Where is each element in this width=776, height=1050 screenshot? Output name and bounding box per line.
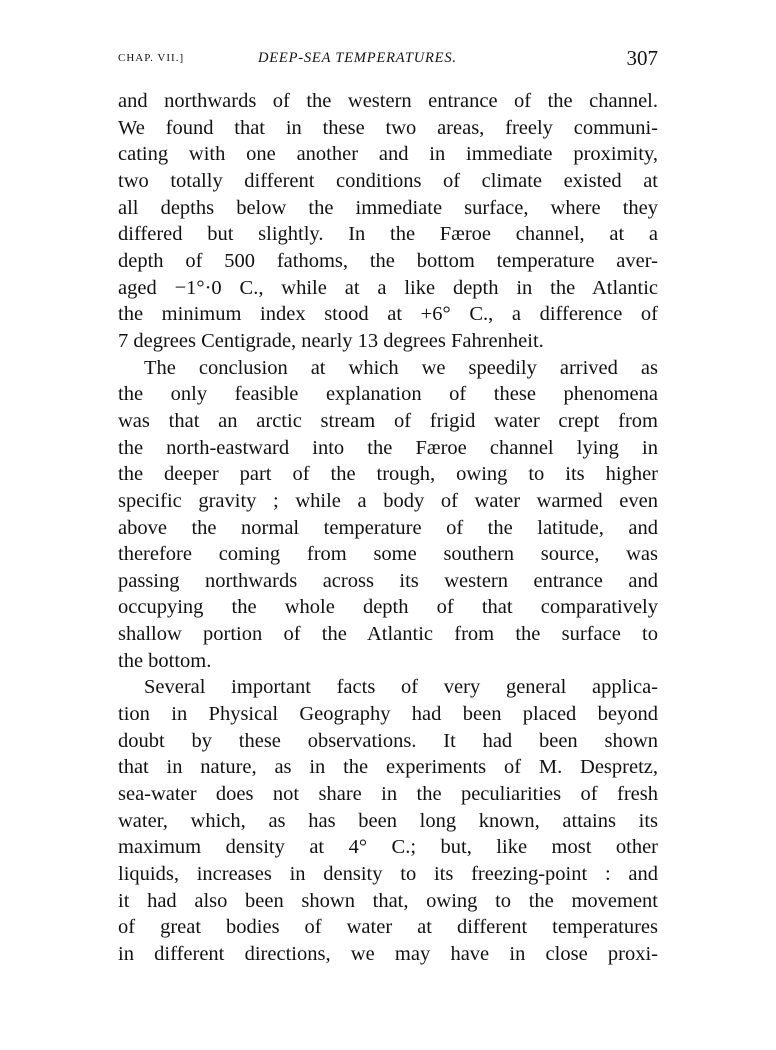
text-line: that in nature, as in the experiments of M. Despretz, [118, 756, 658, 779]
running-head [118, 40, 658, 74]
text-line: The conclusion at which we speedily arrived as [144, 356, 658, 379]
chapter-marker: CHAP. VII.] [118, 52, 185, 64]
paragraph-1 [118, 88, 658, 355]
text-line: the bottom. [118, 649, 212, 672]
text-line: tion in Physical Geography had been placed beyond [118, 703, 658, 726]
page-number: 307 [626, 46, 658, 70]
text-line: sea-water does not share in the peculiarities of fresh [118, 783, 658, 806]
text-line: it had also been shown that, owing to the movement [118, 889, 658, 912]
body-text [118, 88, 658, 968]
text-line: two totally different conditions of climate existed at [118, 169, 658, 192]
text-line: and northwards of the western entrance of the channel. [118, 90, 658, 112]
text-line: depth of 500 fathoms, the bottom temperature aver- [118, 249, 658, 272]
text-line: aged −1°·0 C., while at a like depth in the Atlantic [118, 276, 658, 299]
text-line: the north-eastward into the Færoe channel lying in [118, 436, 658, 459]
text-line: liquids, increases in density to its freezing-point : and [118, 863, 658, 886]
text-line: occupying the whole depth of that comparatively [118, 596, 658, 619]
text-line: the minimum index stood at +6° C., a difference of [118, 303, 658, 326]
text-line: 7 degrees Centigrade, nearly 13 degrees Fahrenheit. [118, 329, 544, 352]
text-line: doubt by these observations. It had been shown [118, 729, 658, 752]
text-line: in different directions, we may have in close proxi- [118, 943, 658, 965]
text-line: the only feasible explanation of these phenomena [118, 383, 658, 406]
text-line: the deeper part of the trough, owing to its higher [118, 463, 658, 486]
text-line: passing northwards across its western entrance and [118, 569, 658, 592]
text-line: differed but slightly. In the Færoe channel, at a [118, 223, 658, 246]
paragraph-2 [118, 355, 658, 675]
text-line: Several important facts of very general applica- [144, 676, 658, 699]
text-line: maximum density at 4° C.; but, like most other [118, 836, 658, 859]
text-line: cating with one another and in immediate proximity, [118, 143, 658, 166]
text-line: all depths below the immediate surface, where they [118, 196, 658, 219]
running-title: DEEP-SEA TEMPERATURES. [258, 50, 457, 66]
text-line: We found that in these two areas, freely communi- [118, 116, 658, 139]
text-line: specific gravity ; while a body of water warmed even [118, 489, 658, 512]
text-line: therefore coming from some southern source, was [118, 543, 658, 566]
text-line: water, which, as has been long known, attains its [118, 809, 658, 832]
text-line: was that an arctic stream of frigid water crept from [118, 409, 658, 432]
text-line: above the normal temperature of the latitude, and [118, 516, 658, 539]
text-line: of great bodies of water at different temperatures [118, 916, 658, 939]
book-page [118, 40, 658, 968]
paragraph-3 [118, 674, 658, 967]
text-line: shallow portion of the Atlantic from the surface to [118, 623, 658, 646]
